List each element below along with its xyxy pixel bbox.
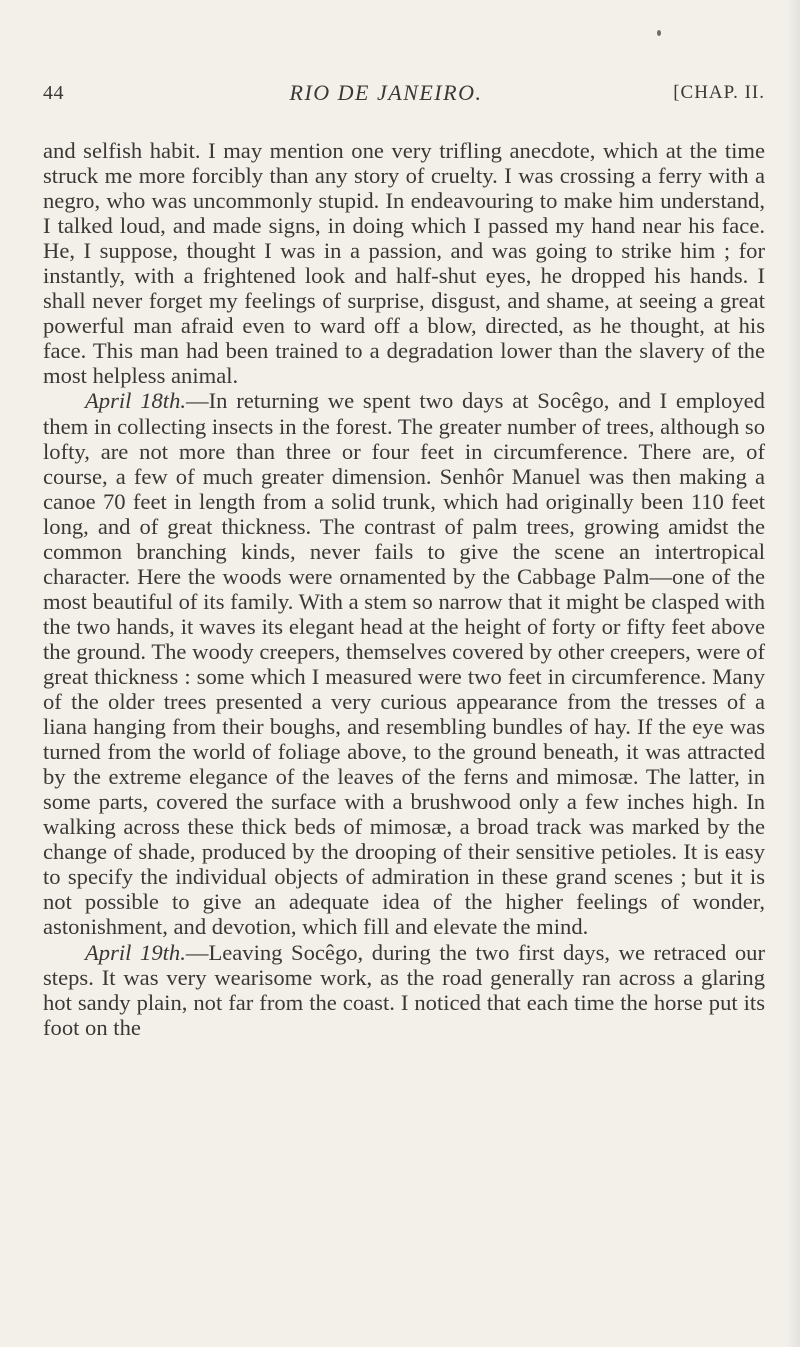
paragraph-text: —In returning we spent two days at Socêgo, and I employed them in collecting insects in the forest. The greater number of trees, although so lofty, are not more than three or four feet in circumference. There are, of course, a few of much greater dimension. Senhôr Manuel was then making a canoe 70 feet in length from a solid trunk, which had originally been 110 feet long, and of great thickness. The contrast of palm trees, growing amidst the common branching kinds, never fails to give the scene an intertropical character. Here the woods were ornamented by the Cabbage Palm—one of the most beautiful of its family. With a stem so narrow that it might be clasped with the two hands, it waves its elegant head at the height of forty or fifty feet above the ground. The woody creepers, themselves covered by other creepers, were of great thickness : some which I measured were two feet in circumference. Many of the older trees presented a very curious appearance from the tresses of a liana hanging from their boughs, and resembling bundles of hay. If the eye was turned from the world of foliage above, to the ground beneath, it was attracted by the extreme elegance of the leaves of the ferns and mimosæ. The latter, in some parts, covered the surface with a brushwood only a few inches high. In walking across these thick beds of mimosæ, a broad track was marked by the change of shade, produced by the drooping of their sensitive petioles. It is easy to specify the individual objects of admiration in these grand scenes ; but it is not possible to give an adequate idea of the higher feelings of wonder, astonishment, and devotion, which fill and elevate the mind.	[43, 388, 765, 940]
paragraph-april-19	[43, 940, 765, 1040]
chapter-marker: [CHAP. II.	[673, 82, 765, 103]
paragraph-text: and selfish habit. I may mention one very trifling anecdote, which at the time struck me more forcibly than any story of cruelty. I was crossing a ferry with a negro, who was uncommonly stupid. In endeavouring to make him understand, I talked loud, and made signs, in doing which I passed my hand near his face. He, I suppose, thought I was in a passion, and was going to strike him ; for instantly, with a frightened look and half-shut eyes, he dropped his hands. I shall never forget my feelings of surprise, disgust, and shame, at seeing a great powerful man afraid even to ward off a blow, directed, as he thought, at his face. This man had been trained to a degradation lower than the slavery of the most helpless animal.	[43, 138, 765, 389]
body-text	[43, 138, 765, 1040]
paragraph-anecdote	[43, 138, 765, 388]
running-title: RIO DE JANEIRO.	[289, 80, 483, 105]
print-speck	[657, 30, 661, 36]
paragraph-april-18	[43, 388, 765, 939]
page-number: 44	[43, 82, 64, 104]
entry-date: April 18th.	[85, 388, 187, 414]
running-head	[43, 80, 765, 114]
paragraph-text: —Leaving Socêgo, during the two first days, we retraced our steps. It was very wearisome work, as the road generally ran across a glaring hot sandy plain, not far from the coast. I noticed that each time the horse put its foot on the	[43, 939, 765, 1040]
entry-date: April 19th.	[85, 939, 186, 965]
page-edge-shadow	[786, 0, 800, 1347]
